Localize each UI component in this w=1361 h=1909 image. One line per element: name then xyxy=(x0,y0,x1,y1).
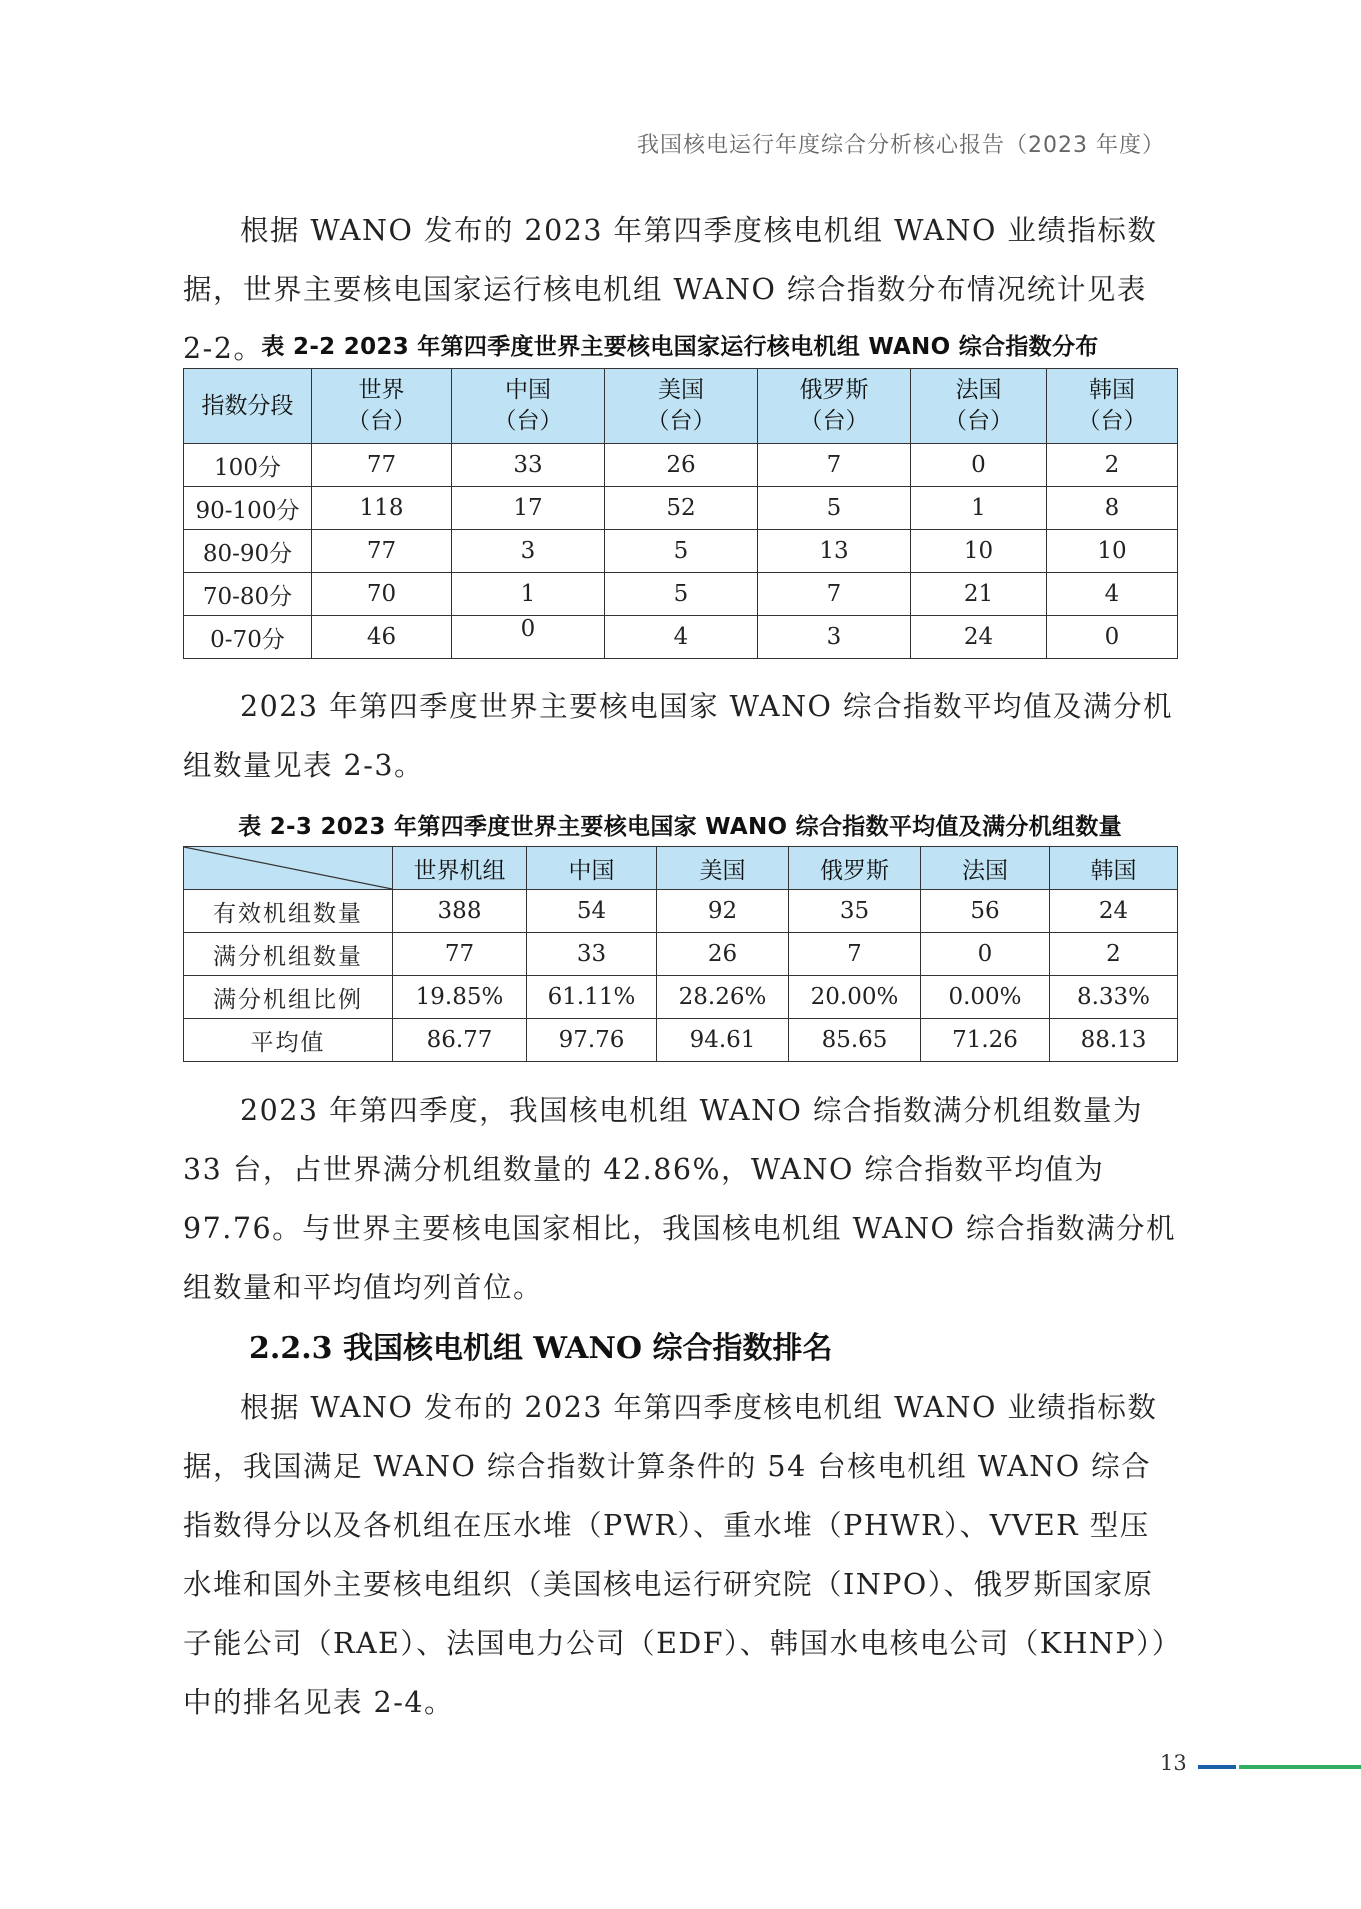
table-cell: 2 xyxy=(1047,444,1178,487)
paragraph-summary: 2023 年第四季度，我国核电机组 WANO 综合指数满分机组数量为 33 台，占世界满分机组数量的 42.86%，WANO 综合指数平均值为 97.76。与世界主要核电国家相比，我国核电机组 WANO 综合指数满分机组数量和平均值均列首位。 xyxy=(183,1094,1176,1304)
table-cell: 54 xyxy=(527,890,657,933)
table-2-2 xyxy=(183,368,1178,659)
table-row xyxy=(184,487,1178,530)
table-2-3-row-label: 有效机组数量 xyxy=(184,890,393,933)
table-cell: 4 xyxy=(605,616,758,659)
table-2-2-header-cell: 俄罗斯 （台） xyxy=(758,369,911,444)
table-2-2-row-label: 0-70分 xyxy=(184,616,312,659)
table-row xyxy=(184,890,1178,933)
table-cell: 7 xyxy=(758,444,911,487)
table-2-2-row-label: 90-100分 xyxy=(184,487,312,530)
table-2-2-header-row xyxy=(184,369,1178,444)
table-cell-value: 0 xyxy=(520,616,536,642)
table-2-3-header-cell: 韩国 xyxy=(1050,847,1178,890)
footer-accent-bar-blue xyxy=(1198,1765,1236,1769)
table-cell: 88.13 xyxy=(1050,1019,1178,1062)
table-2-3-header-cell: 法国 xyxy=(921,847,1050,890)
table-2-2-row-label: 100分 xyxy=(184,444,312,487)
table-cell: 33 xyxy=(527,933,657,976)
section-heading: 2.2.3 我国核电机组 WANO 综合指数排名 xyxy=(249,1331,833,1366)
table-2-2-header-cell: 美国 （台） xyxy=(605,369,758,444)
table-cell: 70 xyxy=(312,573,452,616)
table-2-2-header-first: 指数分段 xyxy=(184,369,312,444)
table-cell: 97.76 xyxy=(527,1019,657,1062)
table-row xyxy=(184,573,1178,616)
table-cell: 77 xyxy=(312,444,452,487)
table-cell: 8 xyxy=(1047,487,1178,530)
table-cell: 21 xyxy=(911,573,1047,616)
table-cell: 19.85% xyxy=(393,976,527,1019)
table-2-3-header-row xyxy=(184,847,1178,890)
table-2-2-header-cell: 世界 （台） xyxy=(312,369,452,444)
diagonal-line xyxy=(184,847,392,889)
table-cell: 0 xyxy=(911,444,1047,487)
table-cell: 13 xyxy=(758,530,911,573)
table-cell: 5 xyxy=(605,573,758,616)
table-row xyxy=(184,616,1178,659)
table-cell: 3 xyxy=(758,616,911,659)
table-cell: 77 xyxy=(393,933,527,976)
table-cell: 7 xyxy=(758,573,911,616)
footer-accent-bar-green xyxy=(1239,1765,1361,1769)
paragraph-intro-table-2-2: 根据 WANO 发布的 2023 年第四季度核电机组 WANO 业绩指标数据，世界主要核电国家运行核电机组 WANO 综合指数分布情况统计见表 2-2。 xyxy=(183,214,1158,365)
table-2-3-caption: 表 2-3 2023 年第四季度世界主要核电国家 WANO 综合指数平均值及满分机组数量 xyxy=(238,814,1122,840)
table-cell: 0 xyxy=(921,933,1050,976)
table-2-3-header-cell: 世界机组 xyxy=(393,847,527,890)
table-2-3-row-label: 满分机组比例 xyxy=(184,976,393,1019)
table-cell: 1 xyxy=(452,573,605,616)
table-cell: 35 xyxy=(789,890,921,933)
table-cell: 92 xyxy=(657,890,789,933)
table-cell: 10 xyxy=(911,530,1047,573)
table-2-2-caption: 表 2-2 2023 年第四季度世界主要核电国家运行核电机组 WANO 综合指数分布 xyxy=(261,334,1099,360)
paragraph-intro-table-2-3: 2023 年第四季度世界主要核电国家 WANO 综合指数平均值及满分机组数量见表 2-3。 xyxy=(183,690,1173,782)
running-header: 我国核电运行年度综合分析核心报告（2023 年度） xyxy=(637,133,1165,158)
table-cell: 0 xyxy=(1047,616,1178,659)
table-2-3 xyxy=(183,846,1178,1062)
table-2-3-row-label: 满分机组数量 xyxy=(184,933,393,976)
table-2-3-header-cell: 美国 xyxy=(657,847,789,890)
table-2-3-header-cell: 中国 xyxy=(527,847,657,890)
table-2-2-row-label: 70-80分 xyxy=(184,573,312,616)
table-cell: 388 xyxy=(393,890,527,933)
table-cell: 4 xyxy=(1047,573,1178,616)
table-cell: 26 xyxy=(605,444,758,487)
table-cell: 24 xyxy=(911,616,1047,659)
table-cell: 20.00% xyxy=(789,976,921,1019)
table-cell: 1 xyxy=(911,487,1047,530)
table-2-3-row-label: 平均值 xyxy=(184,1019,393,1062)
table-cell: 0.00% xyxy=(921,976,1050,1019)
table-cell: 26 xyxy=(657,933,789,976)
table-cell: 56 xyxy=(921,890,1050,933)
table-row xyxy=(184,1019,1178,1062)
table-cell: 46 xyxy=(312,616,452,659)
table-cell: 33 xyxy=(452,444,605,487)
table-cell: 85.65 xyxy=(789,1019,921,1062)
table-cell: 5 xyxy=(605,530,758,573)
table-cell: 24 xyxy=(1050,890,1178,933)
table-cell: 5 xyxy=(758,487,911,530)
table-2-2-header-cell: 韩国 （台） xyxy=(1047,369,1178,444)
table-2-2-header-cell: 法国 （台） xyxy=(911,369,1047,444)
table-cell: 94.61 xyxy=(657,1019,789,1062)
table-row xyxy=(184,530,1178,573)
table-cell: 28.26% xyxy=(657,976,789,1019)
table-cell xyxy=(452,616,605,659)
page-number: 13 xyxy=(1160,1751,1187,1775)
table-2-2-row-label: 80-90分 xyxy=(184,530,312,573)
table-cell: 86.77 xyxy=(393,1019,527,1062)
table-cell: 52 xyxy=(605,487,758,530)
table-cell: 10 xyxy=(1047,530,1178,573)
table-cell: 61.11% xyxy=(527,976,657,1019)
table-row xyxy=(184,976,1178,1019)
table-2-3-header-cell: 俄罗斯 xyxy=(789,847,921,890)
table-cell: 17 xyxy=(452,487,605,530)
table-cell: 118 xyxy=(312,487,452,530)
paragraph-ranking-intro: 根据 WANO 发布的 2023 年第四季度核电机组 WANO 业绩指标数据，我国满足 WANO 综合指数计算条件的 54 台核电机组 WANO 综合指数得分以及各机组在压水堆（PWR）、重水堆（PHWR）、VVER 型压水堆和国外主要核电组织（美国核电运行研究院（INPO）、俄罗斯国家原子能公司（RAE）、法国电力公司（EDF）、韩国水电核电公司（KHNP））中的排名见表 2-4。 xyxy=(183,1391,1168,1719)
table-cell: 7 xyxy=(789,933,921,976)
table-cell: 3 xyxy=(452,530,605,573)
table-2-3-corner-cell xyxy=(184,847,393,890)
table-2-2-header-cell: 中国 （台） xyxy=(452,369,605,444)
table-cell: 8.33% xyxy=(1050,976,1178,1019)
table-row xyxy=(184,444,1178,487)
table-cell: 2 xyxy=(1050,933,1178,976)
table-cell: 71.26 xyxy=(921,1019,1050,1062)
table-row xyxy=(184,933,1178,976)
table-cell: 77 xyxy=(312,530,452,573)
